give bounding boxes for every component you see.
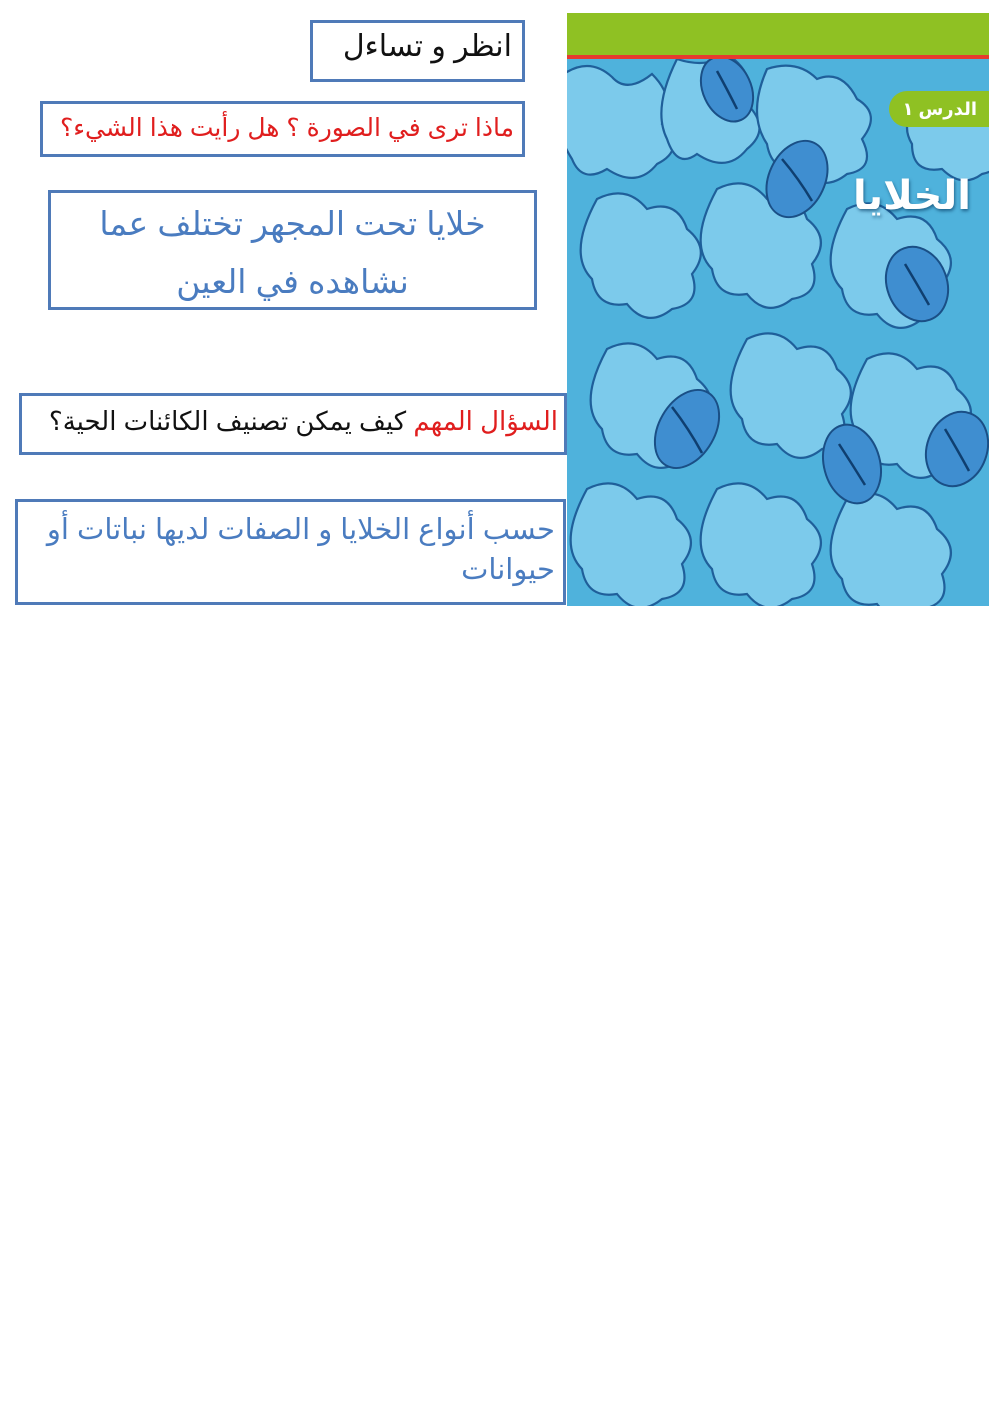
lesson-cover-image xyxy=(567,13,989,606)
cover-top-bar xyxy=(567,13,989,55)
plant-cells-micrograph xyxy=(567,59,989,606)
lesson-title: الخلايا xyxy=(853,174,971,218)
lesson-number-tag: الدرس ١ xyxy=(889,91,989,127)
look-and-wonder-text: انظر و تساءل xyxy=(342,30,512,63)
look-and-wonder-box xyxy=(310,20,525,82)
classification-answer-text: حسب أنواع الخلايا و الصفات لديها نباتات أو حيوانات xyxy=(46,514,555,586)
essential-question-box xyxy=(19,393,567,455)
essential-question-label: السؤال المهم xyxy=(413,406,558,436)
observation-question-box xyxy=(40,101,525,157)
answer-text: خلايا تحت المجهر تختلف عما نشاهده في العين xyxy=(99,205,486,300)
answer-box xyxy=(48,190,537,310)
essential-question-text: كيف يمكن تصنيف الكائنات الحية؟ xyxy=(48,406,407,436)
observation-question-text: ماذا ترى في الصورة ؟ هل رأيت هذا الشيء؟ xyxy=(60,114,514,142)
classification-answer-box xyxy=(15,499,566,605)
